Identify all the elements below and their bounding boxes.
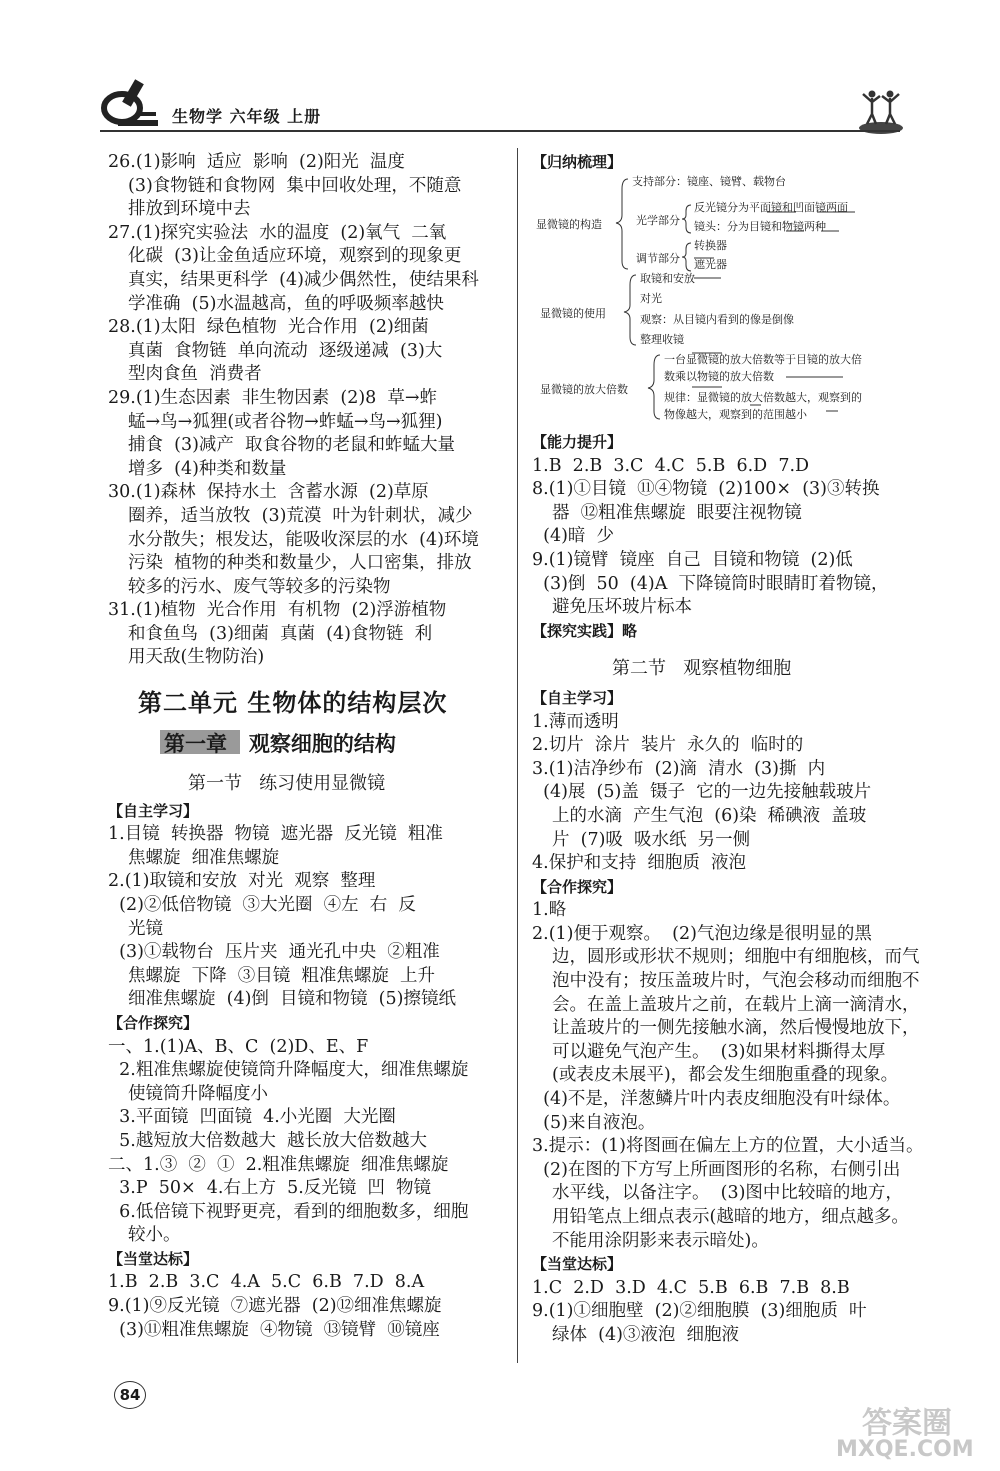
dangtang-label: 【当堂达标】: [532, 1255, 623, 1274]
hezuo-line: (5)来自液泡。: [532, 1112, 656, 1133]
tree-root1: 显微镜的构造: [536, 218, 602, 231]
zizhu-line: 4.保护和支持 细胞质 液泡: [532, 853, 746, 874]
q31-line: 和食鱼鸟 (3)细菌 真菌 (4)食物链 利: [128, 623, 433, 644]
unit-title: 第二单元 生物体的结构层次: [138, 689, 448, 717]
tree-fangda1: 一台显微镜的放大倍数等于目镜的放大倍: [664, 353, 862, 366]
q30-line: 水分散失；根发达，能吸收深层的水 (4)环境: [128, 529, 479, 550]
tree-zhichi: 支持部分：镜座、镜臂、载物台: [632, 175, 786, 188]
hezuo-label: 【合作探究】: [108, 1013, 199, 1032]
tree-jingtou: 镜头：分为目镜和物镜两种: [694, 220, 826, 233]
q27-line: 学准确 (5)水温越高，鱼的呼吸频率越快: [128, 293, 444, 314]
tree-fanguang: 反光镜分为平面镜和凹面镜两面: [694, 201, 848, 214]
tree-guilv2: 物像越大，观察到的范围越小: [664, 408, 807, 421]
nengli-label: 【能力提升】: [532, 433, 623, 451]
q30-line: 圈养，适当放牧 (3)荒漠 叶为针刺状，减少: [128, 505, 473, 526]
q30-line: 污染 植物的种类和数量少，人口密集，排放: [128, 553, 472, 574]
hezuo-line: 让盖玻片的一侧先接触水滴，然后慢慢地放下，: [552, 1018, 920, 1039]
microscope-logo-icon: [100, 72, 162, 130]
tree-zhuanhuan: 转换器: [694, 239, 727, 252]
q27-line: 真实，结果更科学 (4)减少偶然性，使结果科: [128, 269, 479, 290]
chapter-banner: [150, 726, 450, 756]
zizhu-line: (3)①载物台 压片夹 通光孔中央 ②粗准: [108, 942, 440, 963]
hezuo-line: 2.(1)便于观察。 (2)气泡边缘是很明显的黑: [532, 923, 872, 944]
tree-guilv1: 规律：显微镜的放大倍数越大，观察到的: [664, 391, 862, 404]
zizhu-line: (4)展 (5)盖 镊子 它的一边先接触载玻片: [532, 782, 872, 803]
q29-line: 29.(1)生态因素 非生物因素 (2)8 草→蚱: [108, 387, 438, 408]
tree-zheguang: 遮光器: [694, 258, 727, 271]
zizhu-label: 【自主学习】: [532, 688, 623, 707]
q26-line: 26.(1)影响 适应 影响 (2)阳光 温度: [108, 152, 405, 172]
zizhu-line: 上的水滴 产生气泡 (6)染 稀碘液 盖玻: [552, 805, 867, 826]
q30-line: 较多的污水、废气等较多的污染物: [128, 576, 391, 597]
q26-line: (3)食物链和食物网 集中回收处理，不随意: [128, 175, 462, 196]
hezuo-line: (或表皮未展平)，都会发生细胞重叠的现象。: [552, 1065, 899, 1086]
column-divider: [517, 148, 518, 1363]
nengli-line: 避免压坏玻片标本: [552, 597, 692, 618]
hezuo-line: 泡中没有；按压盖玻片时，气泡会移动而细胞不: [552, 971, 920, 992]
tree-root2: 显微镜的使用: [540, 307, 606, 320]
hezuo-line: 用铅笔点上细点表示(越暗的地方，细点越多。: [552, 1207, 909, 1227]
q26-line: 排放到环境中去: [128, 199, 251, 220]
q31-line: 用天敌(生物防治): [128, 647, 265, 668]
left-column-top: [108, 151, 508, 670]
zizhu-line: 焦螺旋 细准焦螺旋: [128, 847, 280, 868]
q29-line: 捕食 (3)减产 取食谷物的老鼠和蚱蜢大量: [128, 435, 456, 456]
zizhu-line: (2)②低倍物镜 ③大光圈 ④左 右 反: [108, 894, 416, 915]
dangtang-line: 绿体 (4)③液泡 细胞液: [552, 1324, 740, 1345]
people-decoration-icon: [858, 84, 904, 136]
q31-line: 31.(1)植物 光合作用 有机物 (2)浮游植物: [108, 600, 447, 621]
header-title: 生物学 六年级 上册: [172, 107, 322, 126]
hezuo-line: 可以避免气泡产生。 (3)如果材料撕得太厚: [552, 1041, 886, 1062]
watermark-url: MXQE.COM: [836, 1437, 974, 1462]
right-guina: [532, 151, 912, 175]
hezuo-line: 3.平面镜 凹面镜 4.小光圈 大光圈: [108, 1107, 396, 1128]
header-rule: [100, 130, 900, 132]
dangtang-line: (3)⑪粗准焦螺旋 ④物镜 ⑬镜臂 ⑩镜座: [108, 1319, 440, 1340]
nengli-line: (3)倒 50 (4)A 下降镜筒时眼睛盯着物镜，: [532, 573, 889, 594]
dangtang-label: 【当堂达标】: [108, 1249, 199, 1268]
hezuo-line: 二、1.③ ② ① 2.粗准焦螺旋 细准焦螺旋: [108, 1154, 449, 1175]
zizhu-line: 光镜: [128, 918, 163, 939]
hezuo-line: 较小。: [128, 1225, 181, 1246]
zizhu-line: 2.切片 涂片 装片 永久的 临时的: [532, 735, 804, 756]
tree-qujing: 取镜和安放: [640, 272, 695, 285]
hezuo-line: 不能用涂阴影来表示暗处)。: [552, 1230, 769, 1251]
q27-line: 化碳 (3)让金鱼适应环境，观察到的现象更: [128, 246, 462, 267]
zizhu-line: 1.目镜 转换器 物镜 遮光器 反光镜 粗准: [108, 824, 443, 845]
hezuo-line: 2.粗准焦螺旋使镜筒升降幅度大，细准焦螺旋: [108, 1060, 469, 1081]
microscope-concept-tree: [536, 175, 916, 435]
hezuo-line: 水平线，以备注字。 (3)图中比较暗的地方，: [552, 1183, 903, 1204]
tanjiu-line: 【探究实践】略: [532, 621, 638, 640]
right-column-body: [532, 431, 922, 1348]
dangtang-line: 9.(1)⑨反光镜 ⑦遮光器 (2)⑫细准焦螺旋: [108, 1296, 442, 1317]
tree-guangxue: 光学部分: [636, 214, 680, 227]
hezuo-line: 3.提示：(1)将图画在偏左上方的位置，大小适当。: [532, 1136, 924, 1157]
hezuo-line: 3.P 50× 4.右上方 5.反光镜 凹 物镜: [108, 1178, 432, 1199]
zizhu-line: 3.(1)洁净纱布 (2)滴 清水 (3)撕 内: [532, 758, 826, 779]
hezuo-line: 6.低倍镜下视野更亮，看到的细胞数多，细胞: [108, 1201, 469, 1222]
q28-line: 真菌 食物链 单向流动 逐级递减 (3)大: [128, 340, 443, 361]
page-number: 84: [114, 1381, 146, 1409]
hezuo-line: 使镜筒升降幅度小: [128, 1083, 268, 1104]
hezuo-line: (2)在图的下方写上所画图形的名称，右侧引出: [532, 1159, 901, 1180]
hezuo-line: 会。在盖上盖玻片之前，在载片上滴一滴清水，: [552, 994, 920, 1015]
tree-tiaojie: 调节部分: [636, 252, 680, 265]
nengli-line: (4)暗 少: [532, 526, 615, 547]
zizhu-label: 【自主学习】: [108, 801, 199, 820]
q29-line: 蜢→鸟→狐狸(或者谷物→蚱蜢→鸟→狐狸): [128, 411, 443, 432]
chapter-title: 第一章 观察细胞的结构: [164, 732, 396, 756]
dangtang-line: 9.(1)①细胞壁 (2)②细胞膜 (3)细胞质 叶: [532, 1301, 867, 1322]
hezuo-line: 5.越短放大倍数越大 越长放大倍数越大: [108, 1130, 427, 1151]
nengli-line: 器 ⑫粗准焦螺旋 眼要注视物镜: [552, 502, 802, 523]
dangtang-line: 1.B 2.B 3.C 4.A 5.C 6.B 7.D 8.A: [108, 1272, 425, 1293]
hezuo-line: 一、1.(1)A、B、C (2)D、E、F: [108, 1036, 369, 1057]
hezuo-line: (4)不是，洋葱鳞片叶内表皮细胞没有叶绿体。: [532, 1089, 901, 1110]
left-column-bottom: [108, 772, 508, 1342]
hezuo-line: 1.略: [532, 900, 567, 921]
nengli-line: 8.(1)①目镜 ⑪④物镜 (2)100× (3)③转换: [532, 479, 880, 500]
tree-duiguang: 对光: [640, 292, 662, 305]
tree-root3: 显微镜的放大倍数: [540, 383, 628, 396]
guina-label: 【归纳梳理】: [532, 153, 623, 171]
tree-zhengli: 整理收镜: [640, 333, 684, 346]
q27-line: 27.(1)探究实验法 水的温度 (2)氧气 二氧: [108, 222, 447, 243]
q28-line: 型肉食鱼 消费者: [128, 364, 262, 385]
zizhu-line: 片 (7)吸 吸水纸 另一侧: [552, 829, 751, 850]
section1-title: 第一节 练习使用显微镜: [188, 773, 386, 794]
tree-fangda2: 数乘以物镜的放大倍数: [664, 370, 774, 383]
watermark-logo: 答案圈: [862, 1406, 952, 1441]
q29-line: 增多 (4)种类和数量: [128, 458, 287, 479]
dangtang-line: 1.C 2.D 3.D 4.C 5.B 6.B 7.B 8.B: [532, 1277, 850, 1298]
nengli-line: 1.B 2.B 3.C 4.C 5.B 6.D 7.D: [532, 455, 810, 476]
q28-line: 28.(1)太阳 绿色植物 光合作用 (2)细菌: [108, 317, 429, 338]
hezuo-line: 边，圆形或形状不规则；细胞中有细胞核，而气: [552, 947, 920, 968]
section2-title: 第二节 观察植物细胞: [612, 658, 792, 680]
hezuo-label: 【合作探究】: [532, 877, 623, 896]
q30-line: 30.(1)森林 保持水土 含蓄水源 (2)草原: [108, 482, 429, 503]
zizhu-line: 2.(1)取镜和安放 对光 观察 整理: [108, 871, 376, 892]
nengli-line: 9.(1)镜臂 镜座 自己 目镜和物镜 (2)低: [532, 549, 853, 570]
tree-guancha: 观察：从目镜内看到的像是倒像: [640, 313, 794, 326]
zizhu-line: 细准焦螺旋 (4)倒 目镜和物镜 (5)擦镜纸: [128, 989, 456, 1010]
zizhu-line: 焦螺旋 下降 ③目镜 粗准焦螺旋 上升: [128, 965, 436, 986]
zizhu-line: 1.薄而透明: [532, 711, 619, 732]
